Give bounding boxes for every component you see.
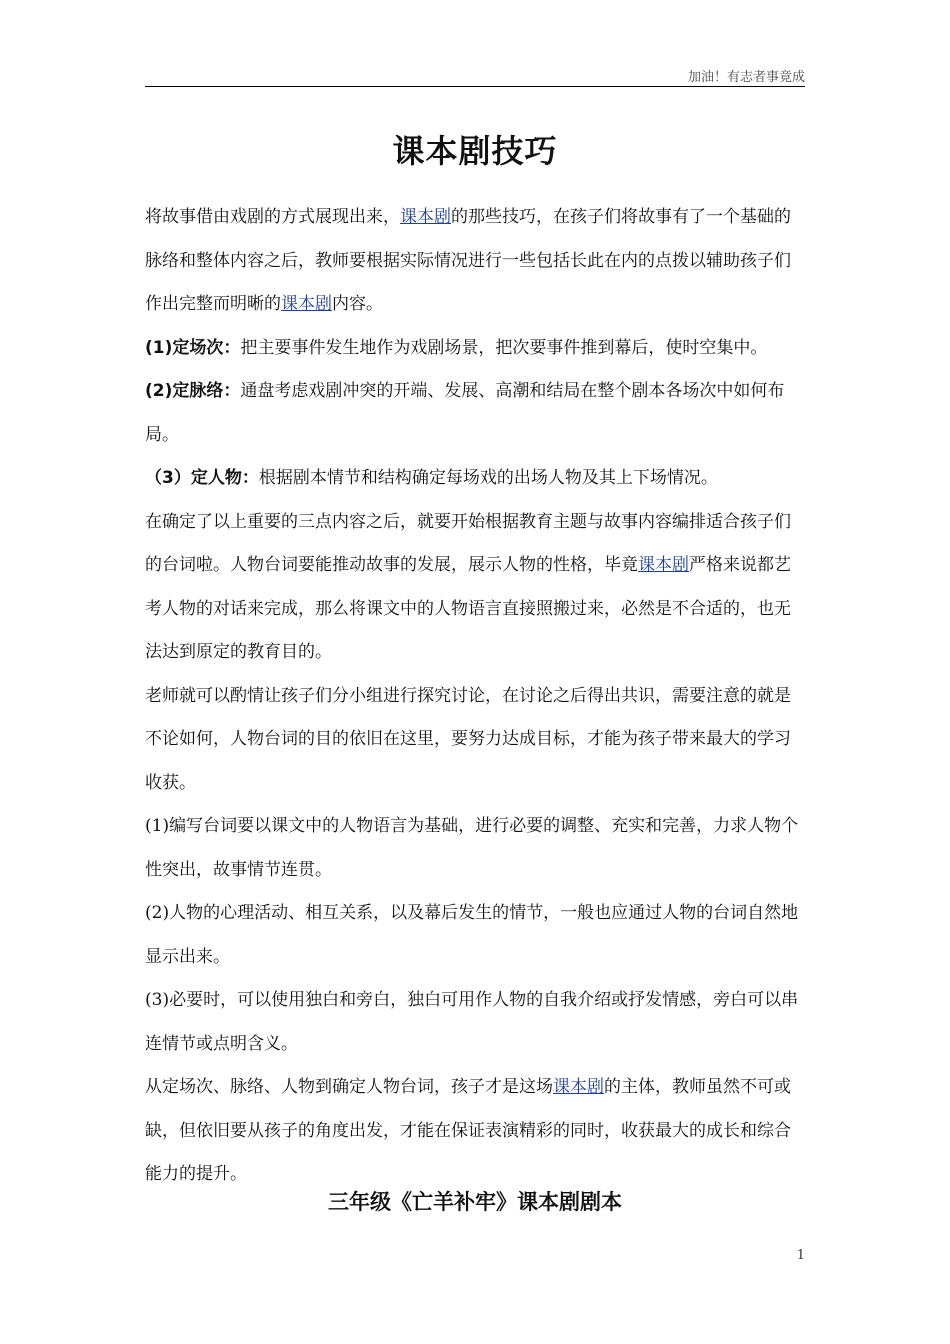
text-run: 的那些技巧，在孩子们将故事有了一个基础的脉络和整体内容之后，教师要根据实际情况进行一些包括长此在内的点拨以辅助孩子们作出完整而明晰的 [145, 207, 791, 314]
paragraph-rule-3: (3)必要时，可以使用独白和旁白，独白可用作人物的自我介绍或抒发情感，旁白可以串连情节或点明含义。 [145, 990, 799, 1054]
link-kebenju[interactable]: 课本剧 [281, 294, 332, 314]
text-run: 将故事借由戏剧的方式展现出来， [145, 207, 400, 227]
paragraph-intro [145, 196, 807, 327]
text-run: 通盘考虑戏剧冲突的开端、发展、高潮和结局在整个剧本各场次中如何布局。 [145, 381, 785, 445]
document-body [145, 196, 807, 1197]
paragraph-step-2 [145, 370, 807, 457]
text-run: 把主要事件发生地作为戏剧场景，把次要事件推到幕后，使时空集中。 [240, 337, 768, 358]
paragraph-conclusion [145, 1066, 807, 1197]
paragraph-rule-1: (1)编写台词要以课文中的人物语言为基础，进行必要的调整、充实和完善，力求人物个性突出，故事情节连贯。 [145, 816, 799, 880]
text-run: 严格来说都艺考人物的对话来完成，那么将课文中的人物语言直接照搬过来，必然是不合适的，也无法达到原定的教育目的。 [145, 555, 791, 662]
page-number: 1 [796, 1248, 805, 1263]
section-subtitle: 三年级《亡羊补牢》课本剧剧本 [328, 1190, 622, 1214]
text-run: 根据剧本情节和结构确定每场戏的出场人物及其上下场情况。 [258, 468, 718, 488]
text-run: 在确定了以上重要的三点内容之后，就要开始根据教育主题与故事内容编排适合孩子们的台词啦。人物台词要能推动故事的发展，展示人物的性格，毕竟 [145, 511, 791, 575]
text-run: 的主体，教师虽然不可或缺，但依旧要从孩子的角度出发，才能在保证表演精彩的同时，收获最大的成长和综合能力的提升。 [145, 1077, 791, 1184]
header-rule [145, 86, 805, 87]
page-header: 加油！有志者事竟成 [687, 70, 805, 85]
paragraph-step-3 [145, 457, 807, 501]
text-run: 内容。 [332, 294, 383, 314]
paragraph-discussion: 老师就可以酌情让孩子们分小组进行探究讨论，在讨论之后得出共识，需要注意的就是不论如何，人物台词的目的依旧在这里，要努力达成目标，才能为孩子带来最大的学习收获。 [145, 685, 791, 793]
link-kebenju[interactable]: 课本剧 [553, 1077, 604, 1097]
step-label: （3）定人物： [145, 468, 259, 488]
paragraph-dialogue [145, 501, 807, 675]
text-run: 从定场次、脉络、人物到确定人物台词，孩子才是这场 [145, 1077, 553, 1097]
document-title: 课本剧技巧 [392, 132, 558, 170]
step-label: (2)定脉络： [145, 381, 241, 401]
link-kebenju[interactable]: 课本剧 [400, 207, 451, 227]
link-kebenju[interactable]: 课本剧 [638, 555, 689, 575]
paragraph-rule-2: (2)人物的心理活动、相互关系，以及幕后发生的情节，一般也应通过人物的台词自然地显示出来。 [145, 903, 799, 967]
step-label: (1)定场次： [145, 337, 241, 358]
paragraph-step-1 [145, 327, 807, 371]
